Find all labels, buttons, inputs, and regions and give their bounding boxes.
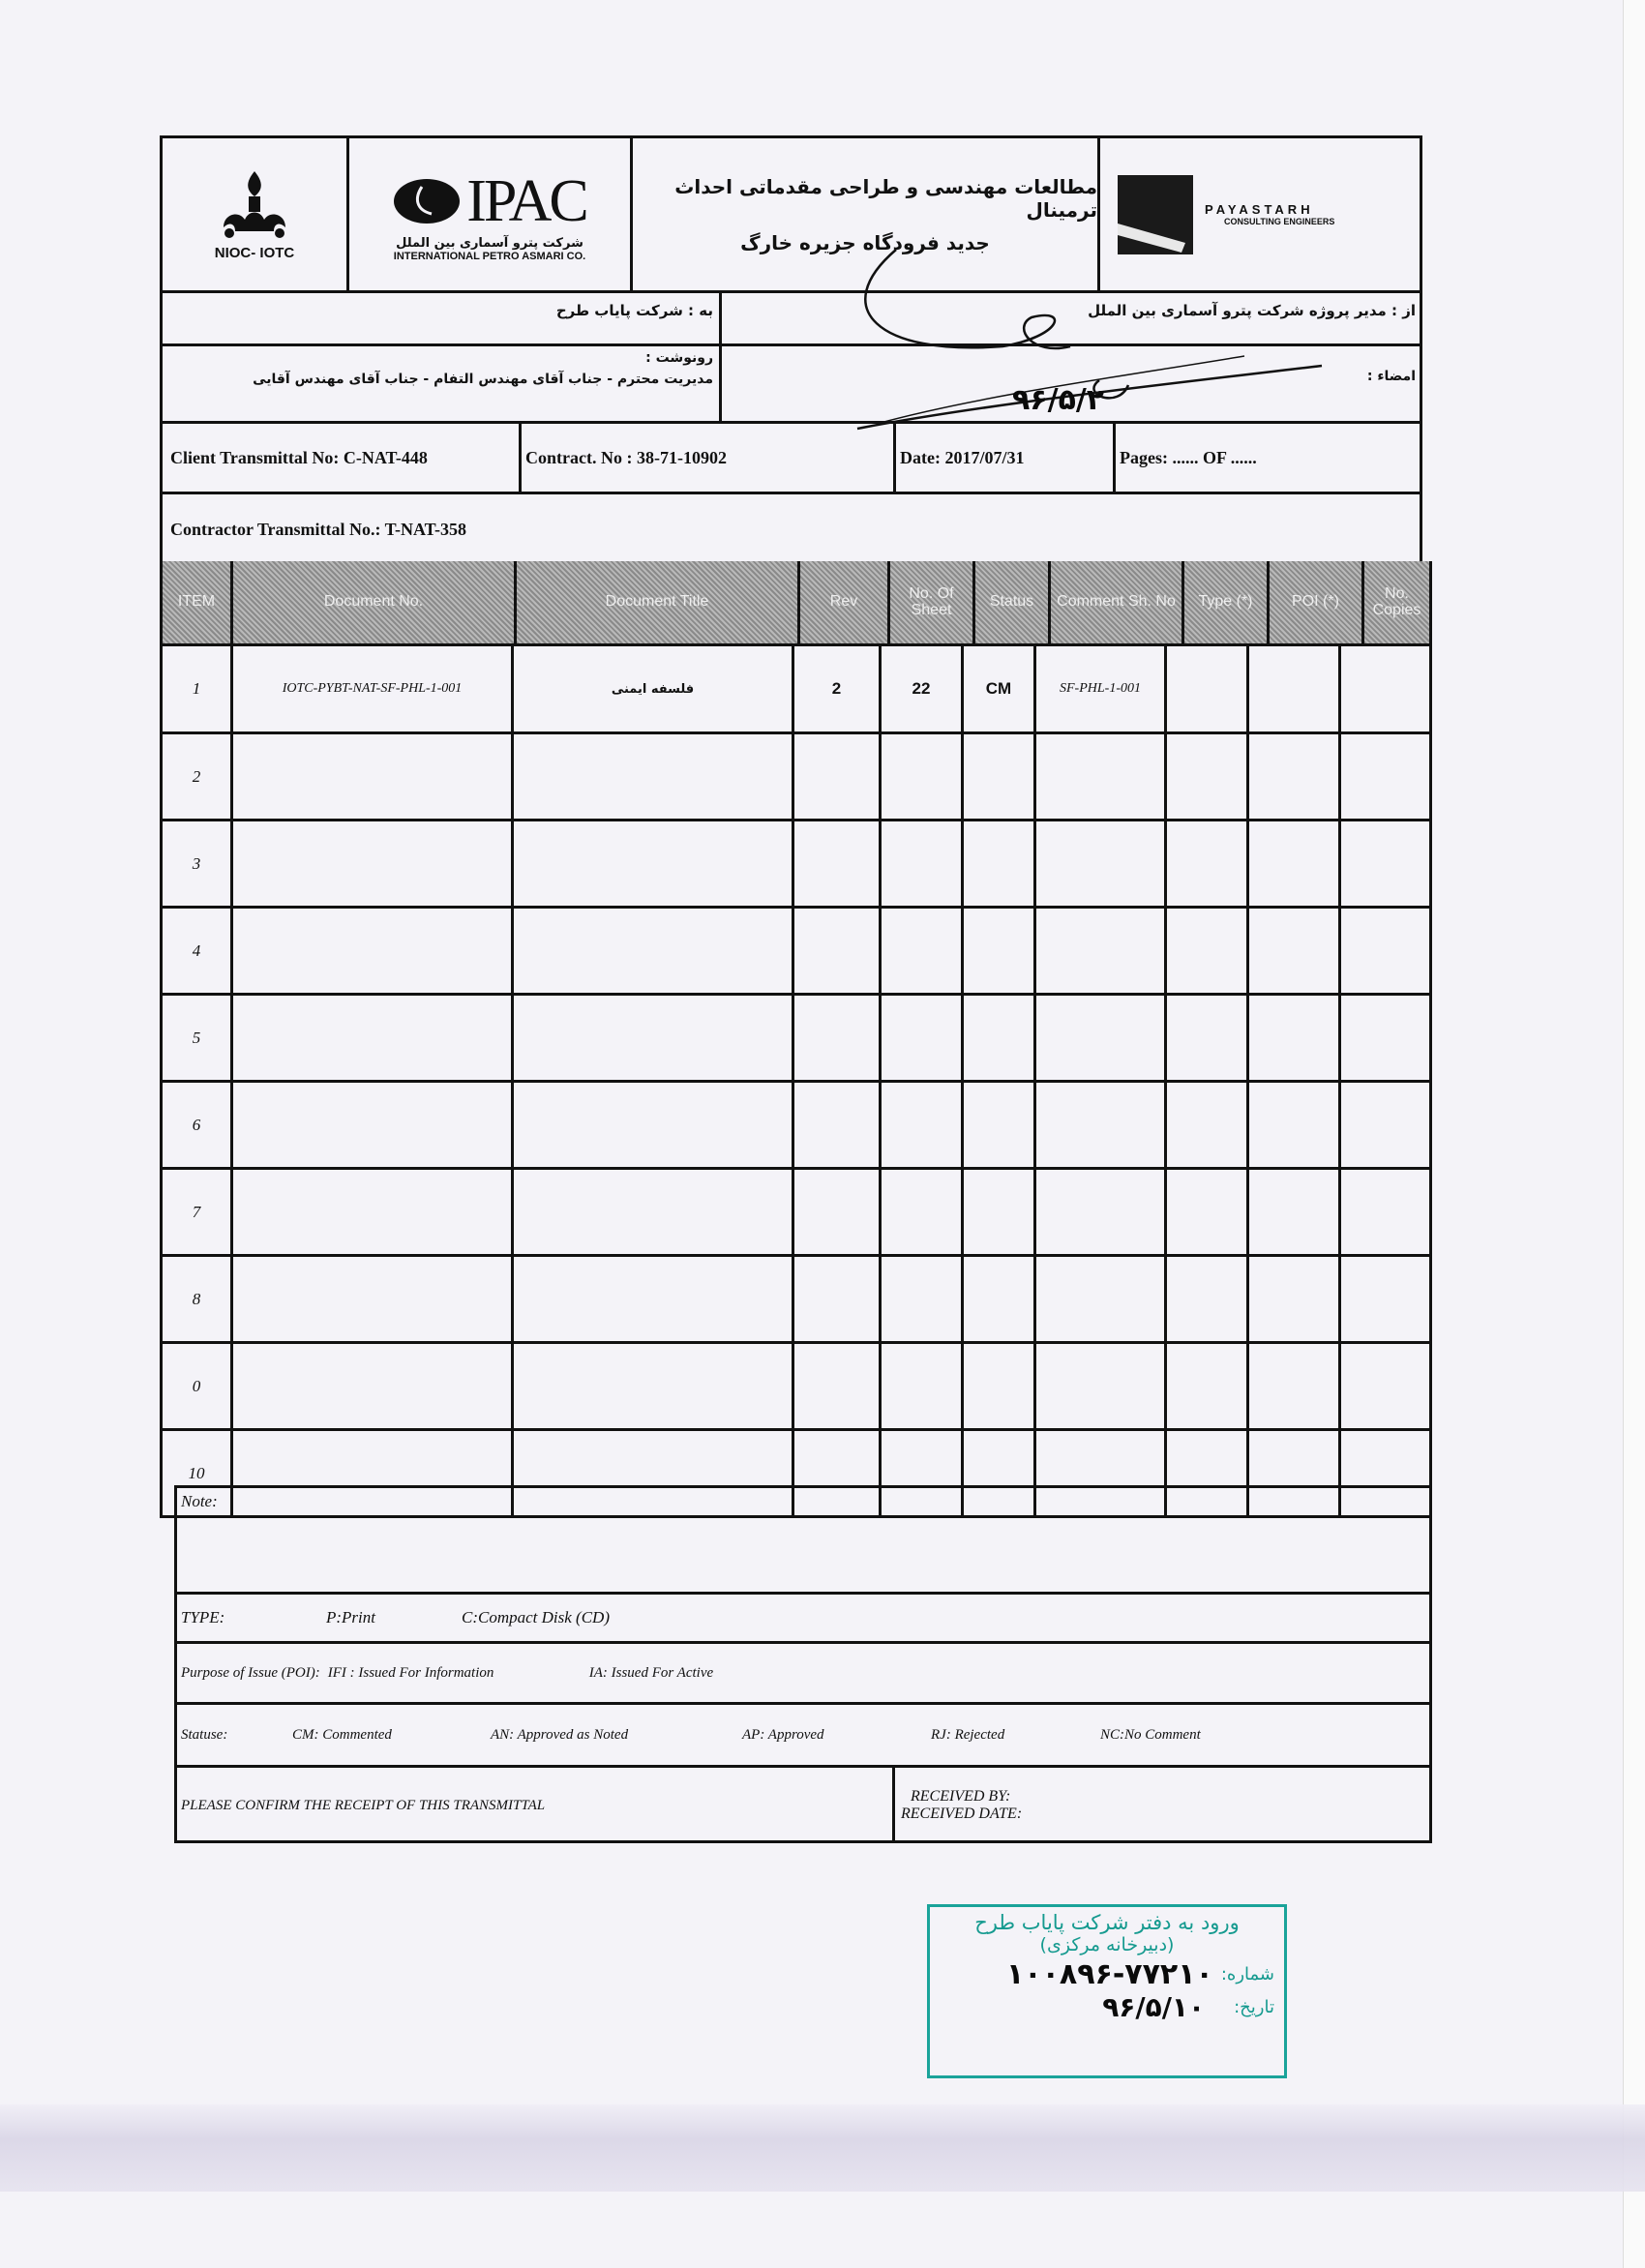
cell-document-no xyxy=(230,1170,511,1254)
cell-comment-sheet-no: SF-PHL-1-001 xyxy=(1033,646,1164,731)
cell-no-copies xyxy=(1338,734,1429,819)
cell-no-of-sheet xyxy=(879,734,961,819)
cell-status xyxy=(961,734,1033,819)
stamp-date-label: تاریخ: xyxy=(1234,1997,1274,2018)
cell-no-of-sheet xyxy=(879,1170,961,1254)
cell-no-copies xyxy=(1338,1170,1429,1254)
status-rj: RJ: Rejected xyxy=(931,1726,1005,1743)
signature-label: امضاء : xyxy=(1366,369,1416,384)
cell-item: 2 xyxy=(192,766,201,786)
cell-document-no xyxy=(230,1344,511,1428)
cell-poi xyxy=(1246,1257,1338,1341)
cell-rev xyxy=(792,1170,879,1254)
cell-comment-sheet-no xyxy=(1033,1083,1164,1167)
cell-document-no: IOTC-PYBT-NAT-SF-PHL-1-001 xyxy=(230,646,511,731)
cell-poi xyxy=(1246,1083,1338,1167)
cell-comment-sheet-no xyxy=(1033,1257,1164,1341)
column-header-item: ITEM xyxy=(163,561,230,643)
cell-item: 8 xyxy=(192,1289,201,1308)
consultant-sub: CONSULTING ENGINEERS xyxy=(1224,217,1335,226)
poi-ia: IA: Issued For Active xyxy=(588,1664,714,1681)
consultant-name: PAYASTARH xyxy=(1205,202,1314,217)
address-block xyxy=(160,290,1422,424)
column-header-poi: POI (*) xyxy=(1267,561,1361,643)
stamp-date-value: ۹۶/۵/۱۰ xyxy=(1102,1991,1206,2024)
status-label: Statuse: xyxy=(181,1726,228,1743)
ipac-english-name: INTERNATIONAL PETRO ASMARI CO. xyxy=(393,250,586,262)
cell-status xyxy=(961,1344,1033,1428)
cell-comment-sheet-no xyxy=(1033,1170,1164,1254)
project-title-line2: جدید فرودگاه جزیره خارگ xyxy=(740,230,990,254)
type-cd: C:Compact Disk (CD) xyxy=(462,1608,610,1626)
cell-poi xyxy=(1246,821,1338,906)
cell-rev xyxy=(792,1083,879,1167)
cell-item: 3 xyxy=(192,853,201,873)
cell-document-no xyxy=(230,1257,511,1341)
transmittal-info xyxy=(160,421,1422,564)
column-header-document-no: Document No. xyxy=(230,561,514,643)
cell-status xyxy=(961,996,1033,1080)
stamp-number-label: شماره: xyxy=(1220,1964,1274,1985)
cell-no-copies xyxy=(1338,996,1429,1080)
date-field: Date: 2017/07/31 xyxy=(893,424,1113,492)
cell-status xyxy=(961,1257,1033,1341)
cell-comment-sheet-no xyxy=(1033,821,1164,906)
cell-rev xyxy=(792,1344,879,1428)
poi-legend xyxy=(177,1644,1429,1705)
status-ap: AP: Approved xyxy=(742,1726,824,1743)
column-header-rev: Rev xyxy=(797,561,887,643)
contractor-transmittal-no: Contractor Transmittal No.: T-NAT-358 xyxy=(170,519,466,539)
form-footer xyxy=(174,1485,1432,1843)
cell-poi xyxy=(1246,996,1338,1080)
confirm-receipt-text: PLEASE CONFIRM THE RECEIPT OF THIS TRANSMITTAL xyxy=(181,1797,546,1813)
table-row xyxy=(163,1254,1429,1341)
cell-poi xyxy=(1246,1344,1338,1428)
cell-item: 0 xyxy=(192,1376,201,1395)
received-date-label: RECEIVED DATE: xyxy=(901,1805,1023,1822)
cell-type xyxy=(1164,821,1246,906)
ipac-logo-cell xyxy=(346,138,630,290)
cell-no-copies xyxy=(1338,821,1429,906)
cell-status xyxy=(961,821,1033,906)
cell-document-title: فلسفه ایمنی xyxy=(511,646,792,731)
to-field: به : شرکت پایاب طرح xyxy=(555,302,713,319)
cell-status xyxy=(961,1083,1033,1167)
cell-type xyxy=(1164,996,1246,1080)
table-header xyxy=(163,561,1429,643)
cell-type xyxy=(1164,734,1246,819)
cell-poi xyxy=(1246,734,1338,819)
ipac-logo-text: IPAC xyxy=(466,167,586,234)
ipac-drop-icon xyxy=(393,177,461,225)
ipac-persian-name: شرکت پترو آسماری بین الملل xyxy=(396,235,583,251)
note-section xyxy=(177,1488,1429,1595)
cell-no-of-sheet xyxy=(879,821,961,906)
cell-rev: 2 xyxy=(792,646,879,731)
cell-no-of-sheet xyxy=(879,996,961,1080)
cc-label: رونوشت : xyxy=(645,350,713,366)
receipt-section xyxy=(177,1768,1429,1843)
status-nc: NC:No Comment xyxy=(1100,1726,1201,1743)
cell-rev xyxy=(792,734,879,819)
column-header-document-title: Document Title xyxy=(514,561,797,643)
stamp-subtitle: (دبیرخانه مرکزی) xyxy=(1039,1934,1175,1956)
received-by-label: RECEIVED BY: xyxy=(911,1788,1011,1805)
table-row xyxy=(163,819,1429,906)
table-row xyxy=(163,731,1429,819)
poi-label: Purpose of Issue (POI): xyxy=(181,1664,320,1681)
cell-type xyxy=(1164,1083,1246,1167)
cell-item: 10 xyxy=(188,1463,205,1482)
cell-document-title xyxy=(511,1170,792,1254)
cell-type xyxy=(1164,646,1246,731)
cell-status xyxy=(961,1170,1033,1254)
cell-document-no xyxy=(230,996,511,1080)
column-header-type: Type (*) xyxy=(1181,561,1267,643)
cell-type xyxy=(1164,1170,1246,1254)
cell-no-copies xyxy=(1338,1344,1429,1428)
stamp-title: ورود به دفتر شرکت پایاب طرح xyxy=(974,1911,1240,1934)
cell-document-title xyxy=(511,1083,792,1167)
cell-comment-sheet-no xyxy=(1033,909,1164,993)
cell-no-of-sheet xyxy=(879,909,961,993)
table-row xyxy=(163,906,1429,993)
table-row xyxy=(163,1341,1429,1428)
cell-document-title xyxy=(511,821,792,906)
cell-no-copies xyxy=(1338,1257,1429,1341)
column-header-no-of-sheet: No. Of Sheet xyxy=(887,561,972,643)
status-legend xyxy=(177,1705,1429,1768)
cell-type xyxy=(1164,1257,1246,1341)
cell-type xyxy=(1164,909,1246,993)
pages-field: Pages: ...... OF ...... xyxy=(1113,424,1420,492)
cc-field xyxy=(163,346,719,424)
cell-no-of-sheet: 22 xyxy=(879,646,961,731)
signature-scribble-icon xyxy=(838,240,1380,433)
project-title-line1: مطالعات مهندسی و طراحی مقدماتی احداث ترمینال xyxy=(674,174,1097,222)
cell-item: 5 xyxy=(192,1028,201,1047)
cell-status: CM xyxy=(961,646,1033,731)
cell-document-title xyxy=(511,1257,792,1341)
nioc-label: NIOC- IOTC xyxy=(214,245,295,261)
cell-item: 7 xyxy=(192,1202,201,1221)
table-row xyxy=(163,1167,1429,1254)
received-fields xyxy=(892,1768,1429,1843)
type-legend xyxy=(177,1595,1429,1644)
signature-field xyxy=(719,346,1420,424)
cell-status xyxy=(961,909,1033,993)
cell-no-copies xyxy=(1338,646,1429,731)
scan-edge xyxy=(1623,0,1645,2268)
handwritten-date: ۹۶/۵/۲ xyxy=(1012,383,1105,417)
cell-rev xyxy=(792,909,879,993)
cell-document-title xyxy=(511,734,792,819)
cell-document-title xyxy=(511,996,792,1080)
nioc-logo-cell xyxy=(163,138,346,290)
cell-comment-sheet-no xyxy=(1033,996,1164,1080)
cell-document-title xyxy=(511,909,792,993)
cell-no-copies xyxy=(1338,1083,1429,1167)
table-row xyxy=(163,993,1429,1080)
table-row xyxy=(163,643,1429,731)
cell-item: 6 xyxy=(192,1115,201,1134)
cell-rev xyxy=(792,821,879,906)
cell-rev xyxy=(792,1257,879,1341)
cell-poi xyxy=(1246,1170,1338,1254)
cell-no-copies xyxy=(1338,909,1429,993)
column-header-no-copies: No. Copies xyxy=(1361,561,1429,643)
cell-no-of-sheet xyxy=(879,1083,961,1167)
cc-value: مدیریت محترم - جناب آقای مهندس التفام - جناب آقای مهندس آقایی xyxy=(253,372,713,387)
cell-comment-sheet-no xyxy=(1033,1344,1164,1428)
scan-shadow xyxy=(0,2104,1645,2192)
table-row xyxy=(163,1080,1429,1167)
stamp-number-value: ۱۰۰۸۹۶-۷۷۲۱۰ xyxy=(1005,1957,1213,1992)
status-cm: CM: Commented xyxy=(292,1726,392,1743)
cell-no-of-sheet xyxy=(879,1257,961,1341)
cell-document-no xyxy=(230,1083,511,1167)
client-transmittal-no: Client Transmittal No: C-NAT-448 xyxy=(170,447,428,467)
type-print: P:Print xyxy=(326,1608,375,1626)
cell-document-title xyxy=(511,1344,792,1428)
type-label: TYPE: xyxy=(181,1608,225,1626)
document-table xyxy=(160,561,1432,1518)
table-body xyxy=(163,643,1429,1515)
cell-item: 4 xyxy=(192,940,201,960)
cell-no-of-sheet xyxy=(879,1344,961,1428)
cell-poi xyxy=(1246,909,1338,993)
from-field: از : مدیر پروژه شرکت پترو آسماری بین الملل xyxy=(719,290,1420,343)
cell-document-no xyxy=(230,821,511,906)
status-an: AN: Approved as Noted xyxy=(491,1726,629,1743)
column-header-comment-sheet-no: Comment Sh. No xyxy=(1048,561,1181,643)
cell-document-no xyxy=(230,734,511,819)
cell-type xyxy=(1164,1344,1246,1428)
cell-rev xyxy=(792,996,879,1080)
column-header-status: Status xyxy=(972,561,1048,643)
contract-no: Contract. No : 38-71-10902 xyxy=(519,424,893,492)
cell-item: 1 xyxy=(192,679,201,698)
note-label: Note: xyxy=(181,1492,218,1510)
receipt-stamp xyxy=(927,1904,1287,2078)
poi-ifi: IFI : Issued For Information xyxy=(327,1664,494,1681)
cell-document-no xyxy=(230,909,511,993)
cell-comment-sheet-no xyxy=(1033,734,1164,819)
cell-poi xyxy=(1246,646,1338,731)
nioc-flame-icon xyxy=(216,167,293,245)
